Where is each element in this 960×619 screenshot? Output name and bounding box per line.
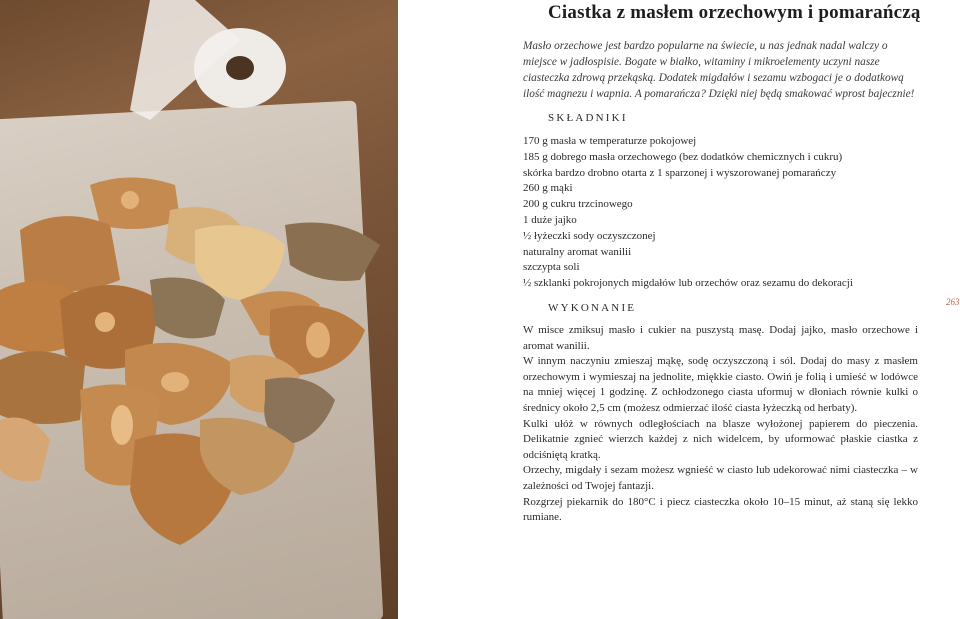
method-steps — [523, 323, 918, 526]
ingredient-item: 200 g cukru trzcinowego — [523, 198, 633, 211]
ingredient-item: ½ łyżeczki sody oczyszczonej — [523, 229, 656, 242]
method-step: Rozgrzej piekarnik do 180°C i piecz ciasteczka około 10–15 minut, aż staną się lekko rumiane. — [523, 495, 918, 524]
recipe-page — [398, 0, 960, 619]
cookie-pile — [0, 178, 380, 546]
ingredient-item: 260 g mąki — [523, 182, 573, 195]
page-number: 263 — [946, 297, 960, 307]
cookies-illustration — [0, 0, 398, 619]
cookies-photo — [0, 0, 398, 619]
ingredient-item: szczypta soli — [523, 261, 580, 274]
method-step: Kulki ułóż w równych odległościach na blasze wyłożonej papierem do pieczenia. Delikatnie zgnieć wierzch każdej z nich widelcem, by uformować płaskie ciastka z odciśniętą kratką. — [523, 417, 918, 461]
ingredient-item: naturalny aromat wanilii — [523, 245, 632, 258]
ingredient-item: 1 duże jajko — [523, 213, 577, 226]
ingredient-item: skórka bardzo drobno otarta z 1 sparzonej i wyszorowanej pomarańczy — [523, 166, 837, 179]
recipe-title: Ciastka z masłem orzechowym i pomarańczą — [548, 2, 921, 23]
method-heading: WYKONANIE — [548, 302, 637, 314]
ingredient-item: ½ szklanki pokrojonych migdałów lub orzechów oraz sezamu do dekoracji — [523, 277, 853, 290]
ingredients-heading: SKŁADNIKI — [548, 112, 628, 124]
recipe-intro: Masło orzechowe jest bardzo popularne na świecie, u nas jednak nadal walczy o miejsce w jadłospisie. Bogate w białko, witaminy i mikroelementy uczyni nasze ciasteczka zdrową przekąską. Dodatek migdałów i sezamu wzbogaci je o dodatkową ilość magnezu i wapnia. A pomarańcza? Dzięki niej będą smakować wprost bajecznie! — [523, 40, 915, 100]
ingredients-list — [523, 134, 923, 292]
method-step: Orzechy, migdały i sezam możesz wgnieść w ciasto lub udekorować nimi ciasteczka – w zależności od Twojej fantazji. — [523, 464, 918, 492]
method-step: W misce zmiksuj masło i cukier na puszystą masę. Dodaj jajko, masło orzechowe i aromat wanilii. — [523, 324, 918, 352]
ingredient-item: 170 g masła w temperaturze pokojowej — [523, 135, 697, 147]
ingredient-item: 185 g dobrego masła orzechowego (bez dodatków chemicznych i cukru) — [523, 150, 843, 163]
method-step: W innym naczyniu zmieszaj mąkę, sodę oczyszczoną i sól. Dodaj do masy z masłem orzechowym i wymieszaj na jednolite, miękkie ciasto. Owiń je folią i umieść w lodówce na mniej więcej 1 godzinę. Z ochłodzonego ciasta uformuj w dłoniach równie kulki o średnicy około 2,5 cm (możesz odmierzać ilość ciasta łyżeczką od herbaty). — [523, 355, 918, 414]
